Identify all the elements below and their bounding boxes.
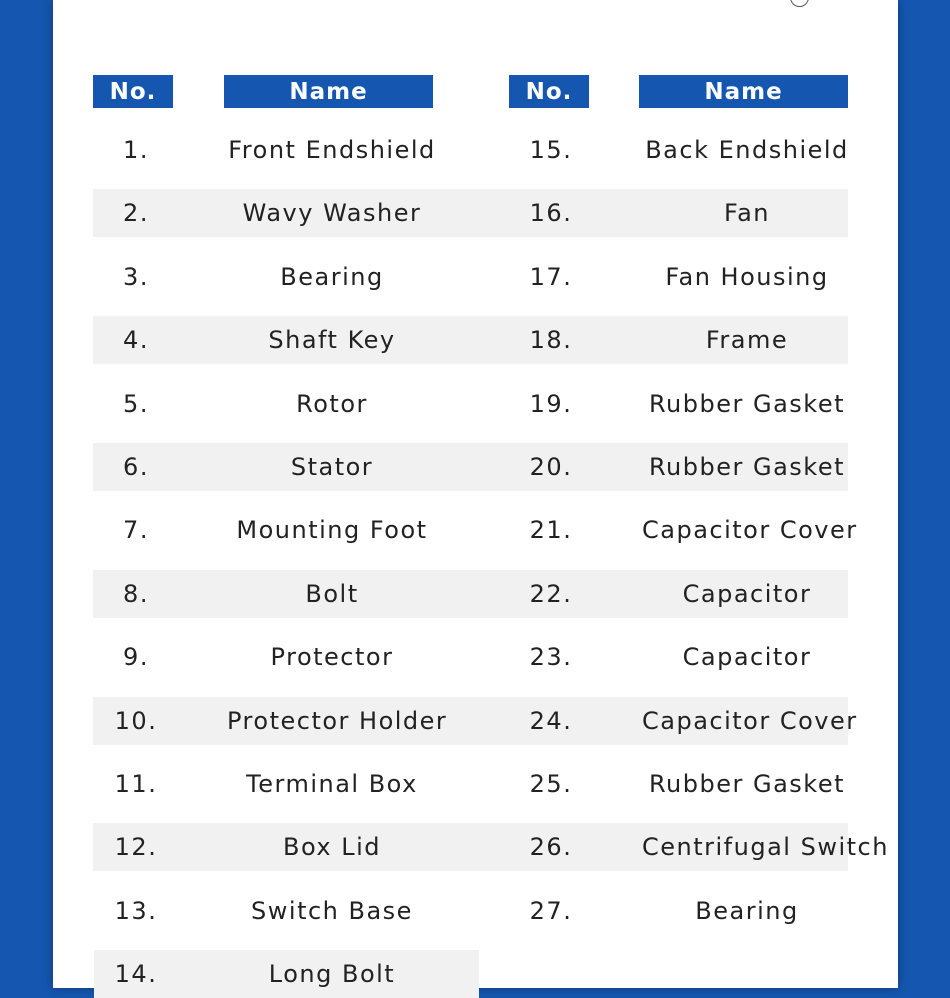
part-name: Fan: [723, 199, 771, 227]
part-number: 2.: [123, 199, 149, 227]
part-name: Bearing: [695, 897, 799, 925]
part-name: Bearing: [280, 263, 384, 291]
part-number: 19.: [529, 390, 573, 418]
table-row: [53, 316, 898, 364]
part-number: 6.: [123, 453, 149, 481]
left-no-header: No.: [93, 75, 173, 108]
part-number: 23.: [529, 643, 573, 671]
table-row: [53, 887, 898, 935]
part-number: 27.: [529, 897, 573, 925]
part-number: 7.: [123, 516, 149, 544]
part-name: Capacitor: [682, 580, 812, 608]
part-number: 20.: [529, 453, 573, 481]
part-name: Long Bolt: [268, 960, 396, 988]
table-row: [53, 253, 898, 301]
part-number: 5.: [123, 390, 149, 418]
part-name: Centrifugal Switch: [642, 833, 889, 861]
part-number: 16.: [529, 199, 573, 227]
part-number: 12.: [114, 833, 158, 861]
part-number: 25.: [529, 770, 573, 798]
part-number: 9.: [123, 643, 149, 671]
table-row: [53, 633, 898, 681]
circle-marker-icon: [790, 0, 809, 7]
part-number: 24.: [529, 707, 573, 735]
table-row: [53, 126, 898, 174]
part-number: 17.: [529, 263, 573, 291]
table-row: [53, 823, 898, 871]
part-number: 4.: [123, 326, 149, 354]
parts-list-page: [53, 0, 898, 988]
left-name-header: Name: [224, 75, 433, 108]
part-number: 3.: [123, 263, 149, 291]
part-name: Fan Housing: [665, 263, 829, 291]
part-number: 21.: [529, 516, 573, 544]
part-number: 1.: [123, 136, 149, 164]
part-number: 14.: [114, 960, 158, 988]
table-row: [53, 380, 898, 428]
part-number: 22.: [529, 580, 573, 608]
table-row: [53, 697, 898, 745]
part-number: 26.: [529, 833, 573, 861]
table-row: [53, 443, 898, 491]
part-name: Capacitor Cover: [642, 516, 858, 544]
part-name: Front Endshield: [228, 136, 436, 164]
part-name: Rubber Gasket: [648, 770, 846, 798]
table-row: [53, 570, 898, 618]
table-row: [53, 760, 898, 808]
part-name: Stator: [290, 453, 374, 481]
part-number: 11.: [114, 770, 158, 798]
part-number: 8.: [123, 580, 149, 608]
part-number: 18.: [529, 326, 573, 354]
part-name: Capacitor: [682, 643, 812, 671]
right-name-header: Name: [639, 75, 848, 108]
part-name: Terminal Box: [246, 770, 418, 798]
part-name: Rubber Gasket: [648, 390, 846, 418]
part-name: Rotor: [296, 390, 368, 418]
part-name: Protector: [270, 643, 394, 671]
part-name: Back Endshield: [645, 136, 849, 164]
part-name: Bolt: [305, 580, 359, 608]
part-name: Wavy Washer: [242, 199, 422, 227]
table-row: [53, 506, 898, 554]
part-number: 13.: [114, 897, 158, 925]
table-row: [53, 950, 898, 998]
part-number: 10.: [114, 707, 158, 735]
part-name: Switch Base: [251, 897, 413, 925]
part-number: 15.: [529, 136, 573, 164]
part-name: Protector Holder: [227, 707, 448, 735]
part-name: Frame: [705, 326, 789, 354]
part-name: Rubber Gasket: [648, 453, 846, 481]
part-name: Shaft Key: [268, 326, 396, 354]
part-name: Capacitor Cover: [642, 707, 858, 735]
part-name: Mounting Foot: [236, 516, 428, 544]
table-row: [53, 189, 898, 237]
part-name: Box Lid: [282, 833, 381, 861]
right-no-header: No.: [509, 75, 589, 108]
